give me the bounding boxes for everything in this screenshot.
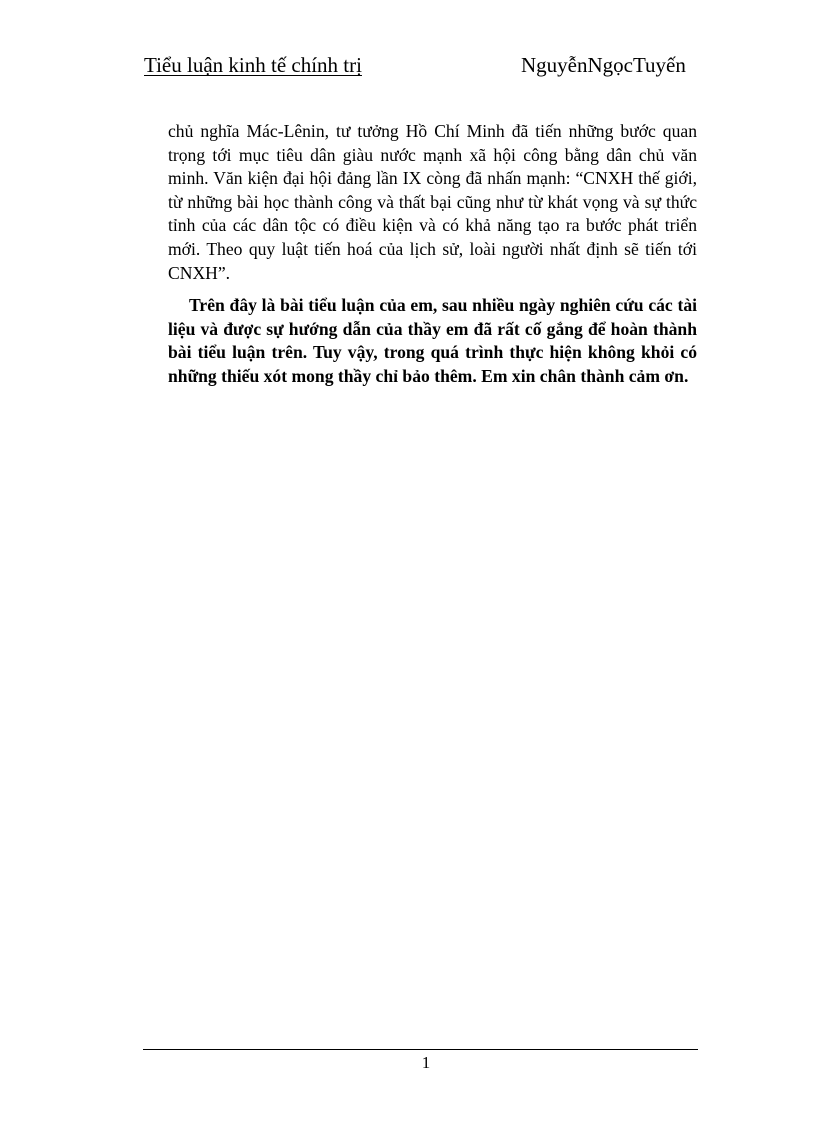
footer-divider (143, 1049, 698, 1050)
header-author: NguyễnNgọcTuyến (521, 53, 686, 77)
body-paragraph-closing: Trên đây là bài tiểu luận của em, sau nhiều ngày nghiên cứu các tài liệu và được sự hướng dẫn của thầy em đã rất cố gắng để hoàn thành bài tiểu luận trên. Tuy vậy, trong quá trình thực hiện không khỏi có những thiếu xót mong thầy chỉ bảo thêm. Em xin chân thành cảm ơn. (168, 295, 697, 386)
header-title: Tiểu luận kinh tế chính trị (144, 53, 362, 77)
page-number: 1 (421, 1053, 431, 1072)
body-paragraph-conclusion: chủ nghĩa Mác-Lênin, tư tưởng Hồ Chí Minh đã tiến những bước quan trọng tới mục tiêu dân giàu nước mạnh xã hội công bằng dân chủ văn minh. Văn kiện đại hội đảng lần IX còng đã nhấn mạnh: “CNXH thế giới, từ những bài học thành công và thất bại cũng như từ khát vọng và sự thức tỉnh của các dân tộc có điều kiện và có khả năng tạo ra bước phát triển mới. Theo quy luật tiến hoá của lịch sử, loài người nhất định sẽ tiến tới CNXH”. (168, 121, 697, 283)
